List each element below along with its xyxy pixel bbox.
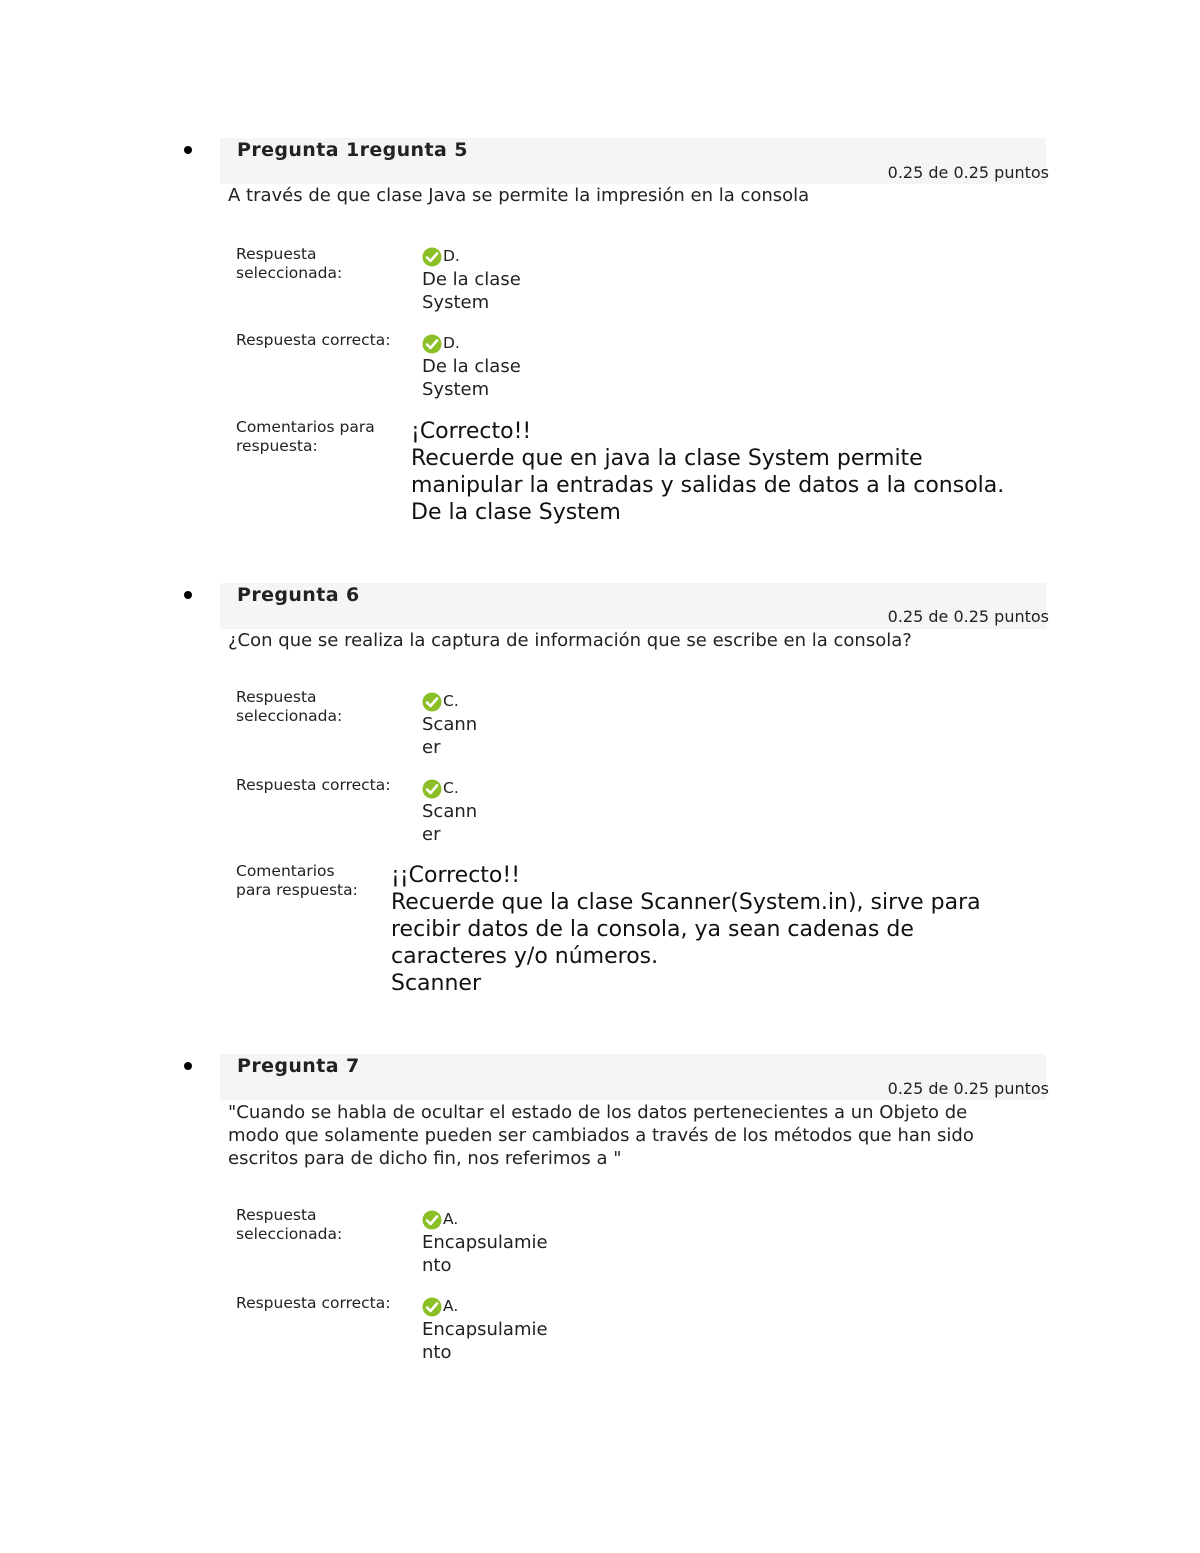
question-score: 0.25 de 0.25 puntos <box>887 1079 1049 1098</box>
selected-answer <box>422 1208 548 1277</box>
question-score: 0.25 de 0.25 puntos <box>887 607 1049 626</box>
correct-answer <box>422 1295 548 1364</box>
answer-text: nto <box>422 1342 452 1363</box>
question-title: Pregunta 6 <box>237 584 360 606</box>
answer-text: System <box>422 292 490 313</box>
answer-text: er <box>422 824 441 845</box>
answer-text: Scann <box>422 801 478 822</box>
answer-letter: D. <box>443 247 460 265</box>
answer-text: Encapsulamie <box>422 1232 548 1253</box>
selected-answer-label: Respuesta seleccionada: <box>236 1206 343 1243</box>
answer-text: System <box>422 379 490 400</box>
selected-answer <box>422 690 477 759</box>
correct-answer-label: Respuesta correcta: <box>236 776 391 794</box>
check-circle-icon <box>422 779 442 799</box>
answer-text: Encapsulamie <box>422 1319 548 1340</box>
question-text: A través de que clase Java se permite la impresión en la consola <box>228 185 810 206</box>
feedback-line: ¡Correcto!! <box>411 419 532 444</box>
question-text-line: "Cuando se habla de ocultar el estado de los datos pertenecientes a un Objeto de <box>228 1102 968 1123</box>
bullet-icon <box>184 1062 192 1070</box>
feedback-line: Recuerde que en java la clase System permite <box>411 446 923 471</box>
selected-answer <box>422 245 521 314</box>
answer-letter: C. <box>443 779 459 797</box>
question-text <box>228 1101 1058 1170</box>
check-circle-icon <box>422 1210 442 1230</box>
check-circle-icon <box>422 692 442 712</box>
correct-answer-label: Respuesta correcta: <box>236 331 391 349</box>
answer-text: nto <box>422 1255 452 1276</box>
answer-letter: D. <box>443 334 460 352</box>
feedback-line: caracteres y/o números. <box>391 944 659 969</box>
comments-label: Comentarios para respuesta: <box>236 418 375 455</box>
feedback-line: Recuerde que la clase Scanner(System.in), sirve para <box>391 890 981 915</box>
selected-answer-label: Respuesta seleccionada: <box>236 245 343 282</box>
feedback-line: Scanner <box>391 971 482 996</box>
question-title: Pregunta 1regunta 5 <box>237 139 468 161</box>
check-circle-icon <box>422 334 442 354</box>
answer-text: De la clase <box>422 356 521 377</box>
bullet-icon <box>184 146 192 154</box>
question-text-line: escritos para de dicho fin, nos referimos a " <box>228 1148 622 1169</box>
answer-text: er <box>422 737 441 758</box>
selected-answer-label: Respuesta seleccionada: <box>236 688 343 725</box>
feedback-line: manipular la entradas y salidas de datos a la consola. <box>411 473 1005 498</box>
question-text: ¿Con que se realiza la captura de información que se escribe en la consola? <box>228 630 912 651</box>
feedback-text <box>411 418 1004 526</box>
correct-answer-label: Respuesta correcta: <box>236 1294 391 1312</box>
question-text-line: modo que solamente pueden ser cambiados a través de los métodos que han sido <box>228 1125 974 1146</box>
question-score: 0.25 de 0.25 puntos <box>887 163 1049 182</box>
check-circle-icon <box>422 1297 442 1317</box>
answer-letter: A. <box>443 1210 459 1228</box>
feedback-line: recibir datos de la consola, ya sean cadenas de <box>391 917 914 942</box>
bullet-icon <box>184 591 192 599</box>
answer-text: Scann <box>422 714 478 735</box>
comments-label: Comentarios para respuesta: <box>236 862 358 899</box>
answer-text: De la clase <box>422 269 521 290</box>
correct-answer <box>422 777 477 846</box>
correct-answer <box>422 332 521 401</box>
answer-letter: C. <box>443 692 459 710</box>
check-circle-icon <box>422 247 442 267</box>
feedback-text <box>391 862 981 997</box>
feedback-line: De la clase System <box>411 500 621 525</box>
answer-letter: A. <box>443 1297 459 1315</box>
question-title: Pregunta 7 <box>237 1055 360 1077</box>
feedback-line: ¡¡Correcto!! <box>391 863 521 888</box>
